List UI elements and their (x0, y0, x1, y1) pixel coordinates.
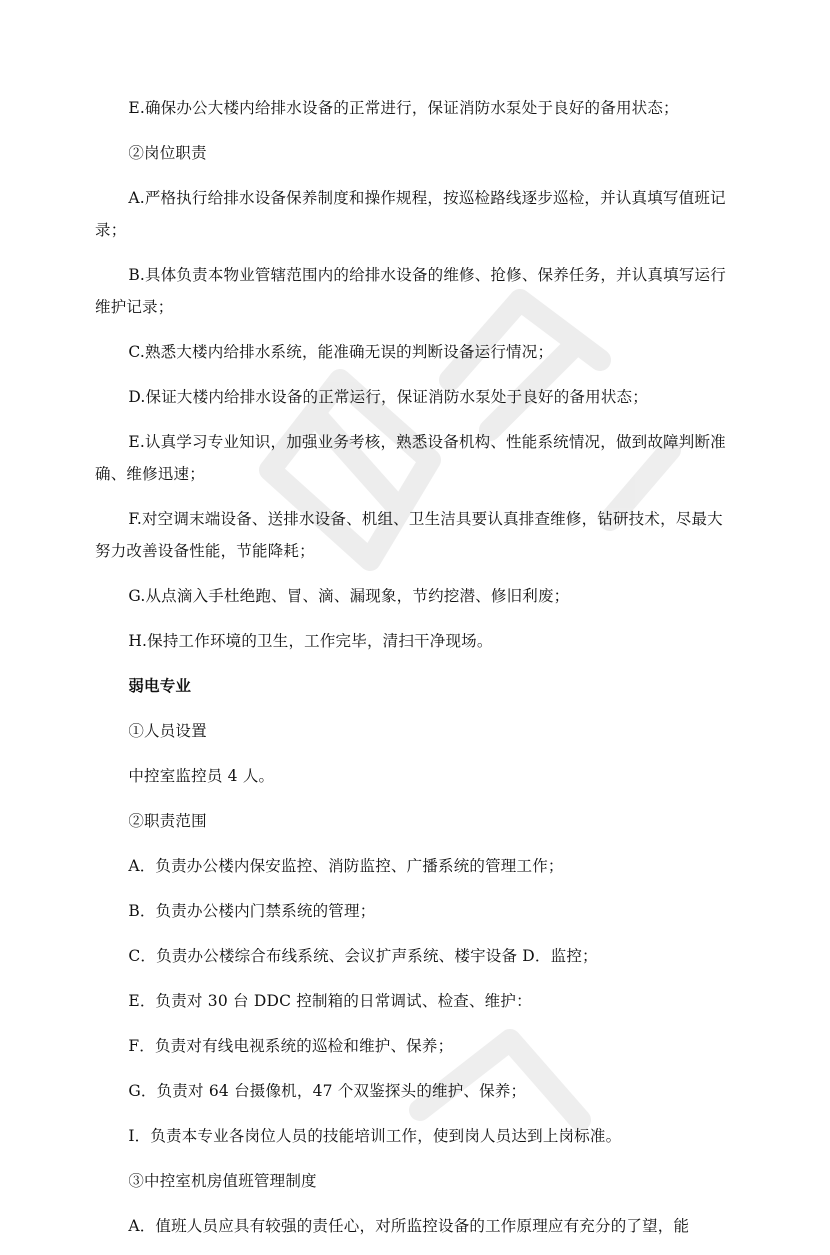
paragraph-19: F．负责对有线电视系统的巡检和维护、保养； (128, 1037, 454, 1055)
paragraph-13: 中控室监控员 4 人。 (128, 767, 275, 785)
paragraph-8: F.对空调末端设备、送排水设备、机组、卫生洁具要认真排查维修，钻研技术，尽最大努力改善设备性能，节能降耗； (95, 510, 723, 560)
paragraph-1: E.确保办公大楼内给排水设备的正常进行，保证消防水泵处于良好的备用状态； (128, 99, 679, 117)
paragraph-10: H.保持工作环境的卫生，工作完毕，清扫干净现场。 (128, 632, 493, 650)
paragraph-15: A．负责办公楼内保安监控、消防监控、广播系统的管理工作； (128, 857, 564, 875)
paragraph-9: G.从点滴入手杜绝跑、冒、滴、漏现象，节约挖潜、修旧利废； (128, 587, 570, 605)
paragraph-22: ③中控室机房值班管理制度 (128, 1172, 317, 1190)
paragraph-17: C．负责办公楼综合布线系统、会议扩声系统、楼宇设备 D．监控； (128, 947, 598, 965)
paragraph-5: C.熟悉大楼内给排水系统，能准确无误的判断设备运行情况； (128, 343, 554, 361)
paragraph-14: ②职责范围 (128, 812, 207, 830)
paragraph-21: I．负责本专业各岗位人员的技能培训工作，使到岗人员达到上岗标准。 (128, 1127, 622, 1145)
paragraph-12: ①人员设置 (128, 722, 207, 740)
paragraph-2: ②岗位职责 (128, 144, 207, 162)
document-body (95, 92, 735, 1255)
paragraph-20: G．负责对 64 台摄像机，47 个双鉴探头的维护、保养； (128, 1082, 527, 1100)
paragraph-7: E.认真学习专业知识，加强业务考核，熟悉设备机构、性能系统情况，做到故障判断准确、维修迅速； (95, 433, 726, 483)
paragraph-16: B．负责办公楼内门禁系统的管理； (128, 902, 376, 920)
paragraph-3: A.严格执行给排水设备保养制度和操作规程，按巡检路线逐步巡检，并认真填写值班记录； (95, 189, 726, 239)
paragraph-18: E．负责对 30 台 DDC 控制箱的日常调试、检查、维护： (128, 992, 532, 1010)
paragraph-23: A．值班人员应具有较强的责任心，对所监控设备的工作原理应有充分的了望，能 (128, 1217, 690, 1235)
section-heading-weak-current: 弱电专业 (128, 676, 192, 695)
paragraph-4: B.具体负责本物业管辖范围内的给排水设备的维修、抢修、保养任务，并认真填写运行维护记录； (95, 266, 726, 316)
paragraph-6: D.保证大楼内给排水设备的正常运行，保证消防水泵处于良好的备用状态； (128, 388, 648, 406)
